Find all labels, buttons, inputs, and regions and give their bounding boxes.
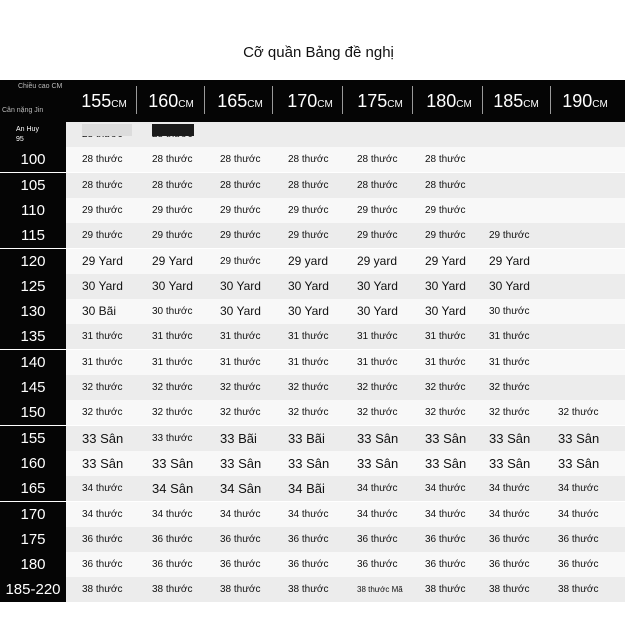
size-cell: 28 thước (220, 179, 261, 191)
size-cell: 36 thước (489, 533, 530, 545)
size-cell: 38 thước Mã (357, 585, 403, 595)
size-cell: 30 Bãi (82, 304, 117, 319)
size-cell: 34 thước (357, 483, 398, 495)
height-value: 155 (81, 91, 112, 111)
height-value: 180 (426, 91, 457, 111)
size-cell: 32 thước (425, 407, 466, 419)
size-cell: 36 thước (152, 559, 193, 571)
size-cell: 34 thước (82, 483, 123, 495)
table-row (0, 249, 625, 274)
size-cell: 29 thước (288, 230, 329, 242)
size-cell: 29 thước (425, 204, 466, 216)
size-cell: 29 yard (357, 253, 398, 268)
height-unit: CM (523, 99, 539, 110)
weight-axis-label: Cân nặng Jin (2, 107, 44, 114)
table-header-row (0, 80, 625, 122)
size-cell: 31 thước (152, 331, 193, 343)
size-cell: 30 thước (152, 306, 193, 318)
size-cell: 28 thước (425, 154, 466, 166)
table-row (0, 299, 625, 324)
size-cell: 32 thước (152, 382, 193, 393)
height-unit: CM (178, 99, 194, 110)
table-row (0, 400, 625, 425)
table-row (0, 552, 625, 577)
size-cell: 30 Yard (152, 278, 193, 293)
size-cell: 36 thước (357, 559, 398, 571)
size-cell: 30 Yard (220, 304, 261, 319)
height-header-175 (346, 80, 414, 122)
size-cell: 32 thước (82, 382, 123, 393)
size-cell: 33 Bãi (220, 430, 257, 446)
weight-cell: 115 (0, 223, 66, 248)
height-unit: CM (111, 99, 127, 110)
height-header-165 (206, 80, 274, 122)
size-cell: 36 thước (558, 533, 599, 545)
size-cell: 31 thước (489, 331, 530, 343)
size-cell: 29 thước (152, 230, 193, 242)
size-cell: 29 thước (220, 255, 261, 267)
size-cell: 31 thước (152, 356, 193, 368)
height-value: 165 (217, 91, 248, 111)
size-cell: 36 thước (82, 533, 123, 545)
size-cell: 38 thước (82, 584, 123, 596)
size-cell: 32 thước (425, 382, 466, 393)
size-cell: 32 thước (489, 407, 530, 419)
size-cell: 29 thước (82, 204, 123, 216)
table-row (0, 451, 625, 476)
size-cell: 32 thước (558, 407, 599, 419)
size-cell: 33 Bãi (288, 430, 325, 446)
size-cell: 36 thước (558, 559, 599, 571)
size-cell: 31 thước (220, 331, 261, 343)
size-cell: 30 Yard (489, 278, 530, 293)
size-cell: 28 thước (152, 154, 193, 166)
size-cell: 32 thước (82, 407, 123, 419)
size-cell: 28 thước (357, 179, 398, 191)
size-cell: 28 thước (357, 154, 398, 166)
size-cell: 36 thước (82, 559, 123, 571)
size-cell: 30 Yard (220, 278, 261, 293)
table-row (0, 527, 625, 552)
size-cell: 33 Sân (489, 455, 531, 471)
size-cell: 31 thước (82, 331, 123, 343)
size-cell: 34 thước (425, 508, 466, 520)
size-cell: 29 thước (220, 204, 261, 216)
height-unit: CM (456, 99, 472, 110)
size-cell: 38 thước (558, 584, 599, 596)
table-row (0, 274, 625, 299)
size-cell: 38 thước (220, 584, 261, 596)
size-cell: 36 thước (288, 533, 329, 545)
weight-cell: 125 (0, 274, 66, 299)
size-cell: 36 thước (357, 533, 398, 545)
size-cell: 36 thước (220, 559, 261, 571)
table-row (0, 426, 625, 451)
table-row (0, 375, 625, 400)
weight-cell: 170 (0, 502, 66, 527)
size-cell: 28 thước (82, 179, 123, 191)
size-cell: 32 thước (357, 407, 398, 419)
page-title: Cỡ quần Bảng đề nghị (243, 44, 394, 61)
size-cell: 33 Sân (220, 455, 262, 471)
size-cell: 29 thước (357, 204, 398, 216)
weight-cell: 160 (0, 451, 66, 476)
size-cell: 34 thước (558, 483, 599, 495)
size-cell: 29 thước (357, 230, 398, 242)
table-row (0, 122, 625, 147)
size-cell: 31 thước (425, 356, 466, 368)
size-cell: 34 thước (357, 508, 398, 520)
size-cell: 28 thước (220, 154, 261, 166)
header-separator (412, 86, 413, 114)
height-unit: CM (592, 99, 608, 110)
size-cell: 30 Yard (425, 278, 466, 293)
size-cell: 33 Sân (82, 455, 124, 471)
size-cell: 33 Sân (152, 455, 194, 471)
height-unit: CM (247, 99, 263, 110)
size-cell: 33 Sân (489, 430, 531, 446)
weight-cell: 135 (0, 324, 66, 349)
size-cell: 31 thước (82, 356, 123, 368)
size-cell: 34 Sân (220, 481, 262, 497)
height-unit: CM (387, 99, 403, 110)
height-unit: CM (317, 99, 333, 110)
blurred-patch (152, 124, 194, 136)
size-cell: 32 thước (220, 382, 261, 393)
size-cell: 29 thước (288, 204, 329, 216)
size-cell: 33 Sân (425, 430, 467, 446)
size-cell: 28 thước (288, 154, 329, 166)
header-separator (342, 86, 343, 114)
height-header-170 (276, 80, 344, 122)
size-cell: 33 Sân (558, 430, 600, 446)
size-cell: 33 Sân (357, 430, 399, 446)
table-row (0, 147, 625, 172)
size-cell: 29 yard (288, 253, 329, 268)
size-cell: 30 Yard (82, 278, 123, 293)
height-header-155 (70, 80, 138, 122)
weight-label-line: 95 (16, 136, 24, 143)
table-row (0, 350, 625, 375)
size-cell: 31 thước (425, 331, 466, 343)
size-cell: 33 Sân (288, 455, 330, 471)
size-cell: 33 Sân (425, 455, 467, 471)
size-cell: 32 thước (288, 407, 329, 419)
weight-cell: 110 (0, 198, 66, 223)
size-cell: 34 Sân (152, 481, 194, 497)
size-cell: 30 Yard (357, 278, 398, 293)
size-cell: 33 Sân (357, 455, 399, 471)
header-separator (272, 86, 273, 114)
weight-cell: 155 (0, 426, 66, 451)
size-cell: 38 thước (152, 584, 193, 596)
size-chart-table (0, 80, 625, 598)
size-cell: 36 thước (425, 533, 466, 545)
size-cell: 29 thước (425, 230, 466, 242)
size-cell: 32 thước (152, 407, 193, 419)
height-header-180 (415, 80, 483, 122)
size-cell: 31 thước (220, 356, 261, 368)
height-value: 190 (562, 91, 593, 111)
size-cell: 32 thước (357, 382, 398, 393)
size-cell: 31 thước (288, 331, 329, 343)
table-row (0, 476, 625, 501)
height-axis-label: Chiều cao CM (18, 83, 63, 90)
weight-cell: 165 (0, 476, 66, 501)
weight-cell: 150 (0, 400, 66, 425)
table-row (0, 198, 625, 223)
size-cell: 29 thước (82, 230, 123, 242)
size-cell: 31 thước (489, 356, 530, 368)
size-cell: 30 Yard (288, 278, 329, 293)
size-cell: 34 thước (425, 483, 466, 495)
weight-cell: 100 (0, 147, 66, 172)
height-value: 160 (148, 91, 179, 111)
size-cell: 36 thước (152, 533, 193, 545)
size-cell: 36 thước (425, 559, 466, 571)
table-row (0, 324, 625, 349)
height-value: 175 (357, 91, 388, 111)
size-cell: 29 thước (220, 230, 261, 242)
size-cell: 28 thước (82, 154, 123, 166)
header-separator (204, 86, 205, 114)
size-cell: 33 Sân (82, 430, 124, 446)
header-separator (482, 86, 483, 114)
height-header-160 (137, 80, 205, 122)
height-header-190 (551, 80, 619, 122)
size-cell: 30 thước (489, 306, 530, 318)
table-row (0, 223, 625, 248)
size-cell: 38 thước (425, 584, 466, 596)
size-cell: 29 Yard (489, 253, 530, 268)
weight-cell: 105 (0, 173, 66, 198)
weight-cell: 180 (0, 552, 66, 577)
weight-label-line: An Huy (16, 126, 39, 133)
size-cell: 36 thước (489, 559, 530, 571)
header-separator (136, 86, 137, 114)
weight-cell: 120 (0, 249, 66, 274)
size-cell: 28 thước (288, 179, 329, 191)
size-cell: 29 Yard (152, 253, 193, 268)
size-cell: 31 thước (357, 331, 398, 343)
size-cell: 32 thước (288, 382, 329, 393)
size-cell: 29 thước (489, 230, 530, 242)
size-cell: 31 thước (357, 356, 398, 368)
weight-cell: 140 (0, 350, 66, 375)
weight-cell: 175 (0, 527, 66, 552)
size-cell: 34 thước (82, 508, 123, 520)
size-cell: 34 thước (558, 508, 599, 520)
size-cell: 31 thước (288, 356, 329, 368)
size-cell: 38 thước (489, 584, 530, 596)
size-cell: 34 thước (288, 508, 329, 520)
size-cell: 34 thước (489, 508, 530, 520)
size-cell: 34 thước (220, 508, 261, 520)
height-value: 185 (493, 91, 524, 111)
weight-cell: 145 (0, 375, 66, 400)
size-cell: 28 thước (152, 179, 193, 191)
size-cell: 30 Yard (288, 304, 329, 319)
table-row (0, 173, 625, 198)
size-cell: 33 Sân (558, 455, 600, 471)
weight-cell: 185-220 (0, 577, 66, 602)
size-cell: 30 Yard (357, 304, 398, 319)
blurred-patch (82, 124, 132, 136)
size-cell: 33 thước (152, 432, 193, 444)
header-separator (550, 86, 551, 114)
size-cell: 34 thước (152, 508, 193, 520)
size-cell: 29 Yard (425, 253, 466, 268)
size-cell: 32 thước (220, 407, 261, 419)
size-cell: 29 Yard (82, 253, 123, 268)
height-value: 170 (287, 91, 318, 111)
size-cell: 34 Bãi (288, 481, 325, 497)
table-row (0, 577, 625, 602)
size-cell: 36 thước (220, 533, 261, 545)
height-header-185 (482, 80, 550, 122)
size-cell: 29 thước (152, 204, 193, 216)
weight-cell (0, 122, 66, 147)
weight-cell: 130 (0, 299, 66, 324)
size-cell: 32 thước (489, 382, 530, 393)
size-cell: 28 thước (425, 179, 466, 191)
table-row (0, 502, 625, 527)
size-cell: 38 thước (288, 584, 329, 596)
size-cell: 34 thước (489, 483, 530, 495)
size-cell: 36 thước (288, 559, 329, 571)
size-cell: 30 Yard (425, 304, 466, 319)
